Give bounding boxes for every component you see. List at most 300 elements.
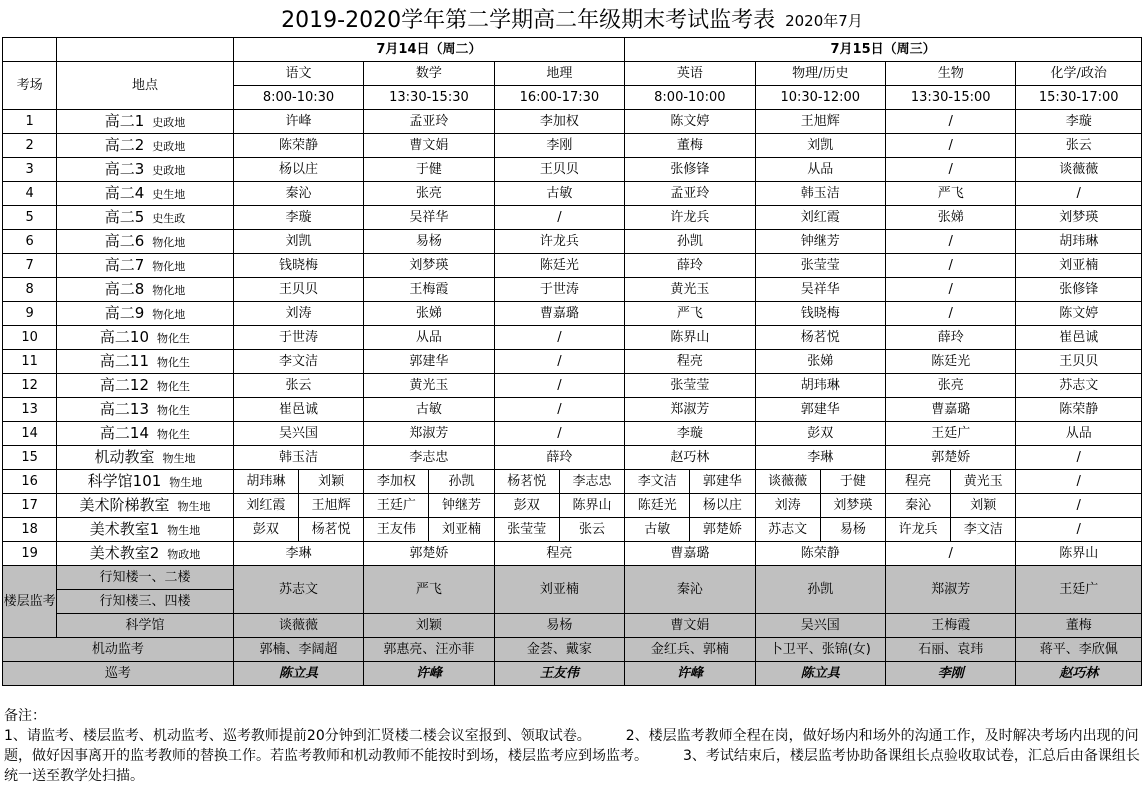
- proctor-cell: 李刚: [494, 134, 624, 158]
- room-number: 16: [3, 470, 57, 494]
- proctor-cell: 胡玮琳: [1016, 230, 1142, 254]
- proctor-cell: 刘颖: [951, 494, 1016, 518]
- proctor-cell: 王贝贝: [494, 158, 624, 182]
- time-header: 10:30-12:00: [755, 86, 885, 110]
- proctor-cell: 陈文婷: [625, 110, 755, 134]
- proctor-cell: 秦沁: [885, 494, 950, 518]
- proctor-cell: 严飞: [625, 302, 755, 326]
- proctor-cell: 古敏: [364, 398, 494, 422]
- floor-row: [3, 614, 1142, 638]
- proctor-cell: 陈廷光: [885, 350, 1015, 374]
- time-header: 15:30-17:00: [1016, 86, 1142, 110]
- proctor-cell: 张莹莹: [494, 518, 559, 542]
- room-name: 高二7: [104, 256, 145, 274]
- proctor-cell: /: [494, 374, 624, 398]
- proctor-cell: 钱晓梅: [233, 254, 363, 278]
- proctor-cell: /: [885, 110, 1015, 134]
- floor-proctor-cell: 王梅霞: [885, 614, 1015, 638]
- proctor-cell: 陈界山: [625, 326, 755, 350]
- room-name: 高二5: [104, 208, 145, 226]
- room-subject-tag: 史政地: [152, 140, 186, 153]
- subject-header: 数学: [364, 62, 494, 86]
- proctor-cell: 张云: [1016, 134, 1142, 158]
- proctor-cell: /: [494, 206, 624, 230]
- patrol-signature: 许峰: [364, 662, 494, 686]
- proctor-cell: 郭建华: [755, 398, 885, 422]
- proctor-cell: 刘梦瑛: [820, 494, 885, 518]
- proctor-cell: 郑淑芳: [625, 398, 755, 422]
- floor-label: 楼层监考: [3, 566, 57, 638]
- proctor-cell: 刘梦瑛: [1016, 206, 1142, 230]
- proctor-cell: 李琳: [755, 446, 885, 470]
- proctor-cell: 孙凯: [429, 470, 494, 494]
- proctor-cell: /: [1016, 494, 1142, 518]
- room-name: 高二6: [104, 232, 145, 250]
- proctor-cell: 杨茗悦: [755, 326, 885, 350]
- proctor-cell: 从品: [1016, 422, 1142, 446]
- proctor-cell: 刘梦瑛: [364, 254, 494, 278]
- proctor-cell: 李加权: [364, 470, 429, 494]
- proctor-cell: 曹嘉璐: [494, 302, 624, 326]
- patrol-signature: 陈立具: [233, 662, 363, 686]
- proctor-cell: 崔邑诚: [1016, 326, 1142, 350]
- proctor-cell: 王梅霞: [364, 278, 494, 302]
- room-name: 科学馆101: [87, 472, 162, 490]
- proctor-cell: 张云: [233, 374, 363, 398]
- floor-row: [3, 566, 1142, 590]
- proctor-cell: 许龙兵: [885, 518, 950, 542]
- proctor-cell: 赵巧林: [625, 446, 755, 470]
- proctor-cell: 李志忠: [364, 446, 494, 470]
- proctor-cell: 郭楚娇: [690, 518, 755, 542]
- proctor-table: [2, 37, 1142, 686]
- location-cell: [57, 542, 234, 566]
- proctor-cell: 韩玉洁: [233, 446, 363, 470]
- room-name: 高二11: [99, 352, 150, 370]
- proctor-cell: 彭双: [494, 494, 559, 518]
- room-name: 机动教室: [94, 448, 155, 466]
- proctor-cell: 陈界山: [1016, 542, 1142, 566]
- floor-name: 科学馆: [57, 614, 234, 638]
- patrol-signature: 陈立具: [755, 662, 885, 686]
- proctor-cell: 李志忠: [559, 470, 624, 494]
- location-header: 地点: [57, 62, 234, 110]
- floor-proctor-cell: 谈薇薇: [233, 614, 363, 638]
- proctor-cell: 张修锋: [625, 158, 755, 182]
- time-header: 16:00-17:30: [494, 86, 624, 110]
- time-header: 8:00-10:30: [233, 86, 363, 110]
- proctor-cell: 李璇: [625, 422, 755, 446]
- room-name: 高二8: [104, 280, 145, 298]
- proctor-cell: 刘红霞: [755, 206, 885, 230]
- proctor-cell: 杨以庄: [233, 158, 363, 182]
- room-number: 8: [3, 278, 57, 302]
- floor-proctor-cell: 刘颖: [364, 614, 494, 638]
- title-bar: [0, 0, 1144, 36]
- proctor-cell: /: [885, 134, 1015, 158]
- proctor-cell: 程亮: [885, 470, 950, 494]
- proctor-cell: 陈廷光: [625, 494, 690, 518]
- patrol-signature: 王友伟: [494, 662, 624, 686]
- proctor-cell: 刘涛: [233, 302, 363, 326]
- proctor-cell: 谈薇薇: [755, 470, 820, 494]
- proctor-cell: 张修锋: [1016, 278, 1142, 302]
- proctor-cell: 从品: [755, 158, 885, 182]
- location-cell: [57, 278, 234, 302]
- day-row: [3, 38, 1142, 62]
- proctor-cell: 古敏: [494, 182, 624, 206]
- proctor-cell: /: [1016, 518, 1142, 542]
- proctor-cell: 吴祥华: [755, 278, 885, 302]
- notes-title: 备注：: [4, 708, 46, 724]
- proctor-cell: 郭楚娇: [885, 446, 1015, 470]
- proctor-cell: 刘红霞: [233, 494, 298, 518]
- location-cell: [57, 374, 234, 398]
- room-number: 7: [3, 254, 57, 278]
- subject-header: 物理/历史: [755, 62, 885, 86]
- proctor-cell: 黄光玉: [364, 374, 494, 398]
- proctor-cell: 王旭辉: [299, 494, 364, 518]
- table-row: [3, 470, 1142, 494]
- location-cell: [57, 518, 234, 542]
- proctor-cell: 曹嘉璐: [625, 542, 755, 566]
- subject-header: 地理: [494, 62, 624, 86]
- floor-name: 行知楼三、四楼: [57, 590, 234, 614]
- proctor-cell: 刘凯: [233, 230, 363, 254]
- notes: [4, 706, 1140, 786]
- proctor-cell: 吴兴国: [233, 422, 363, 446]
- proctor-cell: 孙凯: [625, 230, 755, 254]
- proctor-cell: 薛玲: [625, 254, 755, 278]
- proctor-cell: 郑淑芳: [364, 422, 494, 446]
- mobile-proctor-cell: 郭楠、李阔超: [233, 638, 363, 662]
- room-number: 1: [3, 110, 57, 134]
- proctor-cell: 彭双: [233, 518, 298, 542]
- room-subject-tag: 物化地: [152, 284, 186, 297]
- room-number: 2: [3, 134, 57, 158]
- proctor-cell: 陈文婷: [1016, 302, 1142, 326]
- proctor-cell: /: [494, 398, 624, 422]
- proctor-cell: 崔邑诚: [233, 398, 363, 422]
- location-cell: [57, 422, 234, 446]
- proctor-cell: 张亮: [885, 374, 1015, 398]
- room-number: 9: [3, 302, 57, 326]
- floor-proctor-cell: 王廷广: [1016, 566, 1142, 614]
- proctor-cell: 王旭辉: [755, 110, 885, 134]
- floor-proctor-cell: 孙凯: [755, 566, 885, 614]
- proctor-cell: 曹文娟: [364, 134, 494, 158]
- room-name: 高二10: [99, 328, 150, 346]
- proctor-cell: /: [885, 302, 1015, 326]
- room-number: 15: [3, 446, 57, 470]
- proctor-cell: /: [885, 278, 1015, 302]
- proctor-cell: 易杨: [820, 518, 885, 542]
- proctor-cell: 苏志文: [1016, 374, 1142, 398]
- table-row: [3, 494, 1142, 518]
- table-row: [3, 110, 1142, 134]
- proctor-cell: 杨茗悦: [494, 470, 559, 494]
- table-row: [3, 446, 1142, 470]
- proctor-cell: 黄光玉: [951, 470, 1016, 494]
- table-row: [3, 278, 1142, 302]
- blank-cell: [57, 38, 234, 62]
- mobile-label: 机动监考: [3, 638, 234, 662]
- room-subject-tag: 物生地: [167, 524, 201, 537]
- notes-body: 1、请监考、楼层监考、机动监考、巡考教师提前20分钟到汇贤楼二楼会议室报到、领取试卷。 2、楼层监考教师全程在岗，做好场内和场外的沟通工作，及时解决考场内出现的问题，做好因事离开的监考教师的替换工作。若监考教师和机动教师不能按时到场，楼层监考应到场监考。 3、考试结束后，楼层监考协助备课组长点验收取试卷，汇总后由备课组长统一送至教学处扫描。: [4, 728, 1140, 784]
- proctor-cell: 薛玲: [494, 446, 624, 470]
- proctor-cell: 郭楚娇: [364, 542, 494, 566]
- room-number: 6: [3, 230, 57, 254]
- proctor-cell: 张娣: [885, 206, 1015, 230]
- proctor-cell: /: [1016, 182, 1142, 206]
- proctor-cell: /: [885, 230, 1015, 254]
- proctor-cell: 李琳: [233, 542, 363, 566]
- patrol-signature: 许峰: [625, 662, 755, 686]
- day-header: 7月14日（周二）: [233, 38, 624, 62]
- time-header: 8:00-10:00: [625, 86, 755, 110]
- proctor-cell: 陈廷光: [494, 254, 624, 278]
- proctor-cell: 吴祥华: [364, 206, 494, 230]
- mobile-row: [3, 638, 1142, 662]
- proctor-cell: 孟亚玲: [625, 182, 755, 206]
- room-name: 高二14: [99, 424, 150, 442]
- floor-proctor-cell: 董梅: [1016, 614, 1142, 638]
- room-number: 12: [3, 374, 57, 398]
- proctor-cell: 刘亚楠: [429, 518, 494, 542]
- room-name: 高二2: [104, 136, 145, 154]
- proctor-cell: 陈荣静: [1016, 398, 1142, 422]
- proctor-cell: 李璇: [233, 206, 363, 230]
- proctor-cell: 王友伟: [364, 518, 429, 542]
- location-cell: [57, 206, 234, 230]
- proctor-cell: 谈薇薇: [1016, 158, 1142, 182]
- room-number: 13: [3, 398, 57, 422]
- proctor-cell: 于健: [820, 470, 885, 494]
- proctor-cell: 许龙兵: [494, 230, 624, 254]
- table-row: [3, 542, 1142, 566]
- room-subject-tag: 物化地: [152, 260, 186, 273]
- room-subject-tag: 物化生: [157, 404, 191, 417]
- title-date: 2020年7月: [785, 11, 863, 30]
- room-name: 高二3: [104, 160, 145, 178]
- proctor-cell: 胡玮琳: [233, 470, 298, 494]
- table-row: [3, 254, 1142, 278]
- proctor-cell: 韩玉洁: [755, 182, 885, 206]
- room-name: 高二9: [104, 304, 145, 322]
- room-subject-tag: 物化生: [157, 356, 191, 369]
- proctor-cell: 许龙兵: [625, 206, 755, 230]
- room-name: 高二13: [99, 400, 150, 418]
- room-subject-tag: 物生地: [177, 500, 211, 513]
- room-header: 考场: [3, 62, 57, 110]
- table-row: [3, 350, 1142, 374]
- room-number: 18: [3, 518, 57, 542]
- day-header: 7月15日（周三）: [625, 38, 1142, 62]
- room-subject-tag: 物生地: [162, 452, 196, 465]
- location-cell: [57, 446, 234, 470]
- proctor-cell: 张娣: [364, 302, 494, 326]
- proctor-cell: 张亮: [364, 182, 494, 206]
- proctor-cell: 刘亚楠: [1016, 254, 1142, 278]
- room-subject-tag: 物化生: [157, 332, 191, 345]
- room-subject-tag: 史生政: [152, 212, 186, 225]
- proctor-cell: 苏志文: [755, 518, 820, 542]
- subject-header: 语文: [233, 62, 363, 86]
- floor-proctor-cell: 易杨: [494, 614, 624, 638]
- subject-header: 化学/政治: [1016, 62, 1142, 86]
- proctor-cell: /: [494, 422, 624, 446]
- room-subject-tag: 物政地: [167, 548, 201, 561]
- proctor-cell: 李文洁: [951, 518, 1016, 542]
- proctor-cell: 秦沁: [233, 182, 363, 206]
- proctor-cell: 钟继芳: [429, 494, 494, 518]
- proctor-cell: /: [885, 254, 1015, 278]
- proctor-cell: 董梅: [625, 134, 755, 158]
- proctor-cell: 李加权: [494, 110, 624, 134]
- room-subject-tag: 物化地: [152, 236, 186, 249]
- proctor-cell: 从品: [364, 326, 494, 350]
- table-row: [3, 182, 1142, 206]
- page-title: 2019-2020学年第二学期高二年级期末考试监考表: [281, 7, 776, 33]
- mobile-proctor-cell: 蒋平、李欣佩: [1016, 638, 1142, 662]
- proctor-cell: 郭建华: [690, 470, 755, 494]
- proctor-cell: 孟亚玲: [364, 110, 494, 134]
- subject-row: [3, 62, 1142, 86]
- proctor-cell: /: [1016, 446, 1142, 470]
- room-number: 14: [3, 422, 57, 446]
- blank-cell: [3, 38, 57, 62]
- location-cell: [57, 158, 234, 182]
- table-row: [3, 398, 1142, 422]
- proctor-cell: 李璇: [1016, 110, 1142, 134]
- floor-proctor-cell: 郑淑芳: [885, 566, 1015, 614]
- proctor-cell: 黄光玉: [625, 278, 755, 302]
- location-cell: [57, 254, 234, 278]
- proctor-cell: 胡玮琳: [755, 374, 885, 398]
- location-cell: [57, 326, 234, 350]
- floor-proctor-cell: 苏志文: [233, 566, 363, 614]
- room-number: 3: [3, 158, 57, 182]
- mobile-proctor-cell: 金荟、戴家: [494, 638, 624, 662]
- proctor-cell: /: [494, 350, 624, 374]
- proctor-cell: 李文洁: [233, 350, 363, 374]
- proctor-cell: 钟继芳: [755, 230, 885, 254]
- proctor-cell: 程亮: [494, 542, 624, 566]
- room-subject-tag: 物化生: [157, 428, 191, 441]
- proctor-cell: 薛玲: [885, 326, 1015, 350]
- table-row: [3, 302, 1142, 326]
- table-row: [3, 134, 1142, 158]
- floor-proctor-cell: 刘亚楠: [494, 566, 624, 614]
- location-cell: [57, 182, 234, 206]
- floor-proctor-cell: 吴兴国: [755, 614, 885, 638]
- location-cell: [57, 302, 234, 326]
- table-row: [3, 326, 1142, 350]
- room-name: 高二1: [104, 112, 145, 130]
- room-name: 高二12: [99, 376, 150, 394]
- location-cell: [57, 134, 234, 158]
- proctor-cell: 王廷广: [364, 494, 429, 518]
- proctor-cell: /: [885, 542, 1015, 566]
- proctor-cell: /: [494, 326, 624, 350]
- proctor-cell: 杨以庄: [690, 494, 755, 518]
- room-subject-tag: 史政地: [152, 164, 186, 177]
- location-cell: [57, 230, 234, 254]
- room-number: 4: [3, 182, 57, 206]
- room-number: 17: [3, 494, 57, 518]
- proctor-cell: 陈荣静: [755, 542, 885, 566]
- room-number: 10: [3, 326, 57, 350]
- proctor-cell: 刘颖: [299, 470, 364, 494]
- mobile-proctor-cell: 金红兵、郭楠: [625, 638, 755, 662]
- mobile-proctor-cell: 郭惠亮、汪亦菲: [364, 638, 494, 662]
- location-cell: [57, 350, 234, 374]
- room-name: 美术教室2: [89, 544, 160, 562]
- location-cell: [57, 110, 234, 134]
- room-name: 美术教室1: [89, 520, 160, 538]
- room-subject-tag: 物化生: [157, 380, 191, 393]
- proctor-cell: /: [885, 158, 1015, 182]
- patrol-label: 巡考: [3, 662, 234, 686]
- proctor-cell: 刘涛: [755, 494, 820, 518]
- proctor-cell: 王廷广: [885, 422, 1015, 446]
- proctor-cell: 许峰: [233, 110, 363, 134]
- room-subject-tag: 史生地: [152, 188, 186, 201]
- table-row: [3, 230, 1142, 254]
- table-row: [3, 158, 1142, 182]
- proctor-cell: 张莹莹: [625, 374, 755, 398]
- room-subject-tag: 史政地: [152, 116, 186, 129]
- proctor-cell: 郭建华: [364, 350, 494, 374]
- table-row: [3, 206, 1142, 230]
- location-cell: [57, 470, 234, 494]
- proctor-cell: 张云: [559, 518, 624, 542]
- proctor-cell: 李文洁: [625, 470, 690, 494]
- proctor-cell: 刘凯: [755, 134, 885, 158]
- location-cell: [57, 398, 234, 422]
- room-name: 高二4: [104, 184, 145, 202]
- floor-proctor-cell: 严飞: [364, 566, 494, 614]
- floor-name: 行知楼一、二楼: [57, 566, 234, 590]
- subject-header: 生物: [885, 62, 1015, 86]
- room-subject-tag: 物化地: [152, 308, 186, 321]
- mobile-proctor-cell: 卜卫平、张锦(女): [755, 638, 885, 662]
- time-header: 13:30-15:00: [885, 86, 1015, 110]
- proctor-cell: 张娣: [755, 350, 885, 374]
- room-subject-tag: 物生地: [169, 476, 203, 489]
- room-number: 5: [3, 206, 57, 230]
- proctor-cell: 于世涛: [494, 278, 624, 302]
- proctor-cell: 古敏: [625, 518, 690, 542]
- proctor-cell: /: [1016, 470, 1142, 494]
- floor-proctor-cell: 曹文娟: [625, 614, 755, 638]
- mobile-proctor-cell: 石丽、袁玮: [885, 638, 1015, 662]
- proctor-cell: 曹嘉璐: [885, 398, 1015, 422]
- room-name: 美术阶梯教室: [79, 496, 170, 514]
- room-number: 11: [3, 350, 57, 374]
- table-row: [3, 518, 1142, 542]
- patrol-signature: 李刚: [885, 662, 1015, 686]
- patrol-signature: 赵巧林: [1016, 662, 1142, 686]
- proctor-cell: 易杨: [364, 230, 494, 254]
- proctor-cell: 杨茗悦: [299, 518, 364, 542]
- proctor-cell: 彭双: [755, 422, 885, 446]
- proctor-cell: 陈荣静: [233, 134, 363, 158]
- proctor-cell: 王贝贝: [1016, 350, 1142, 374]
- time-header: 13:30-15:30: [364, 86, 494, 110]
- proctor-cell: 于世涛: [233, 326, 363, 350]
- proctor-cell: 张莹莹: [755, 254, 885, 278]
